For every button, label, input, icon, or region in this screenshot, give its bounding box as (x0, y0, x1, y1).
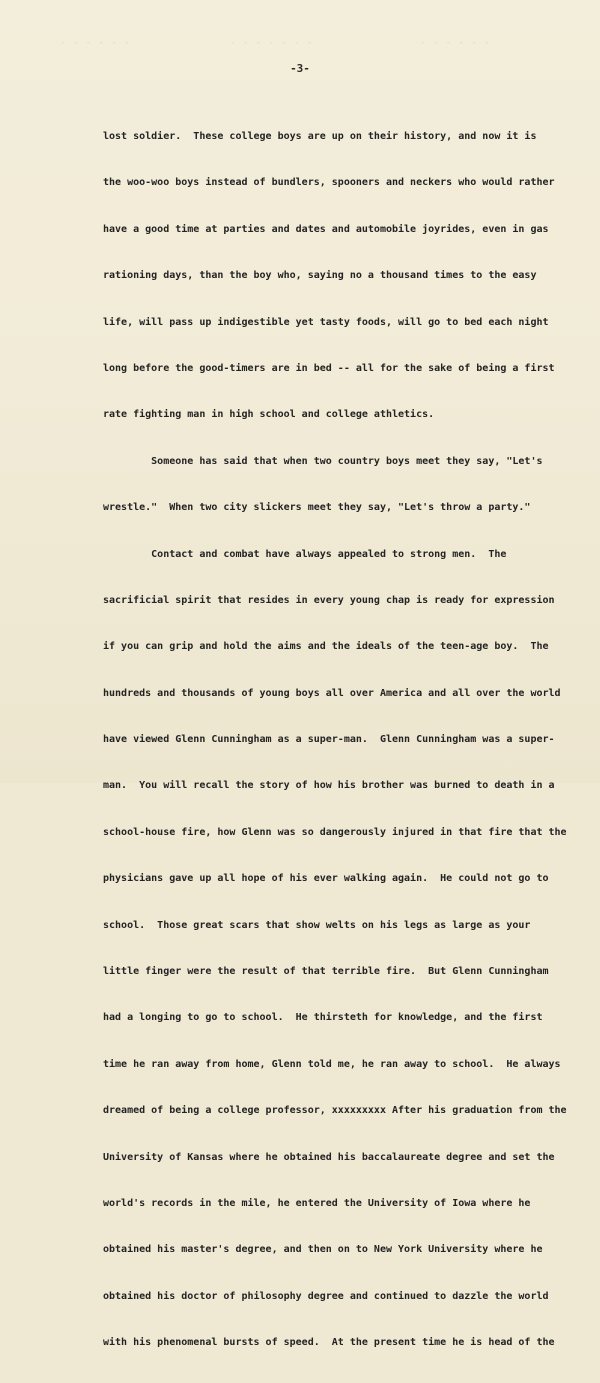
text-line: with his phenomenal bursts of speed. At the present time he is head of the (103, 1337, 555, 1349)
text-line: wrestle." When two city slickers meet they say, "Let's throw a party." (103, 502, 531, 514)
text-line: life, will pass up indigestible yet tasty foods, will go to bed each night (103, 316, 549, 328)
typed-body-text (103, 108, 567, 1383)
text-line: school-house fire, how Glenn was so dangerously injured in that fire that the (103, 826, 567, 838)
text-line: man. You will recall the story of how his brother was burned to death in a (103, 780, 555, 792)
text-line: little finger were the result of that terrible fire. But Glenn Cunningham (103, 966, 549, 978)
text-line: the woo-woo boys instead of bundlers, spooners and neckers who would rather (103, 177, 555, 189)
text-line: world's records in the mile, he entered the University of Iowa where he (103, 1197, 531, 1209)
text-line: sacrificial spirit that resides in every young chap is ready for expression (103, 594, 555, 606)
page-number: -3- (290, 62, 310, 75)
text-line: long before the good-timers are in bed -- all for the sake of being a first (103, 362, 555, 374)
text-line: Someone has said that when two country boys meet they say, "Let's (103, 455, 543, 467)
text-line: hundreds and thousands of young boys all over America and all over the world (103, 687, 561, 699)
text-line: rate fighting man in high school and college athletics. (103, 409, 435, 421)
text-line: if you can grip and hold the aims and the ideals of the teen-age boy. The (103, 641, 549, 653)
text-line: had a longing to go to school. He thirsteth for knowledge, and the first (103, 1012, 543, 1024)
text-line: physicians gave up all hope of his ever walking again. He could not go to (103, 873, 549, 885)
text-line: University of Kansas where he obtained his baccalaureate degree and set the (103, 1151, 555, 1163)
text-line: lost soldier. These college boys are up on their history, and now it is (103, 131, 537, 142)
text-line: have a good time at parties and dates and automobile joyrides, even in gas (103, 223, 549, 235)
text-line: dreamed of being a college professor, xxxxxxxxx After his graduation from the (103, 1105, 567, 1117)
text-line: Contact and combat have always appealed to strong men. The (103, 548, 507, 560)
text-line: school. Those great scars that show welts on his legs as large as your (103, 919, 531, 931)
text-line: obtained his master's degree, and then on to New York University where he (103, 1244, 543, 1256)
text-line: rationing days, than the boy who, saying no a thousand times to the easy (103, 270, 537, 282)
bleed-through-text: - - - - - - - (230, 38, 314, 48)
bleed-through-text: - - - - - - (420, 38, 491, 48)
text-line: time he ran away from home, Glenn told me, he ran away to school. He always (103, 1058, 561, 1070)
bleed-through-text: - - - - - - (60, 38, 131, 48)
text-line: obtained his doctor of philosophy degree and continued to dazzle the world (103, 1290, 549, 1302)
text-line: have viewed Glenn Cunningham as a super-man. Glenn Cunningham was a super- (103, 734, 555, 746)
